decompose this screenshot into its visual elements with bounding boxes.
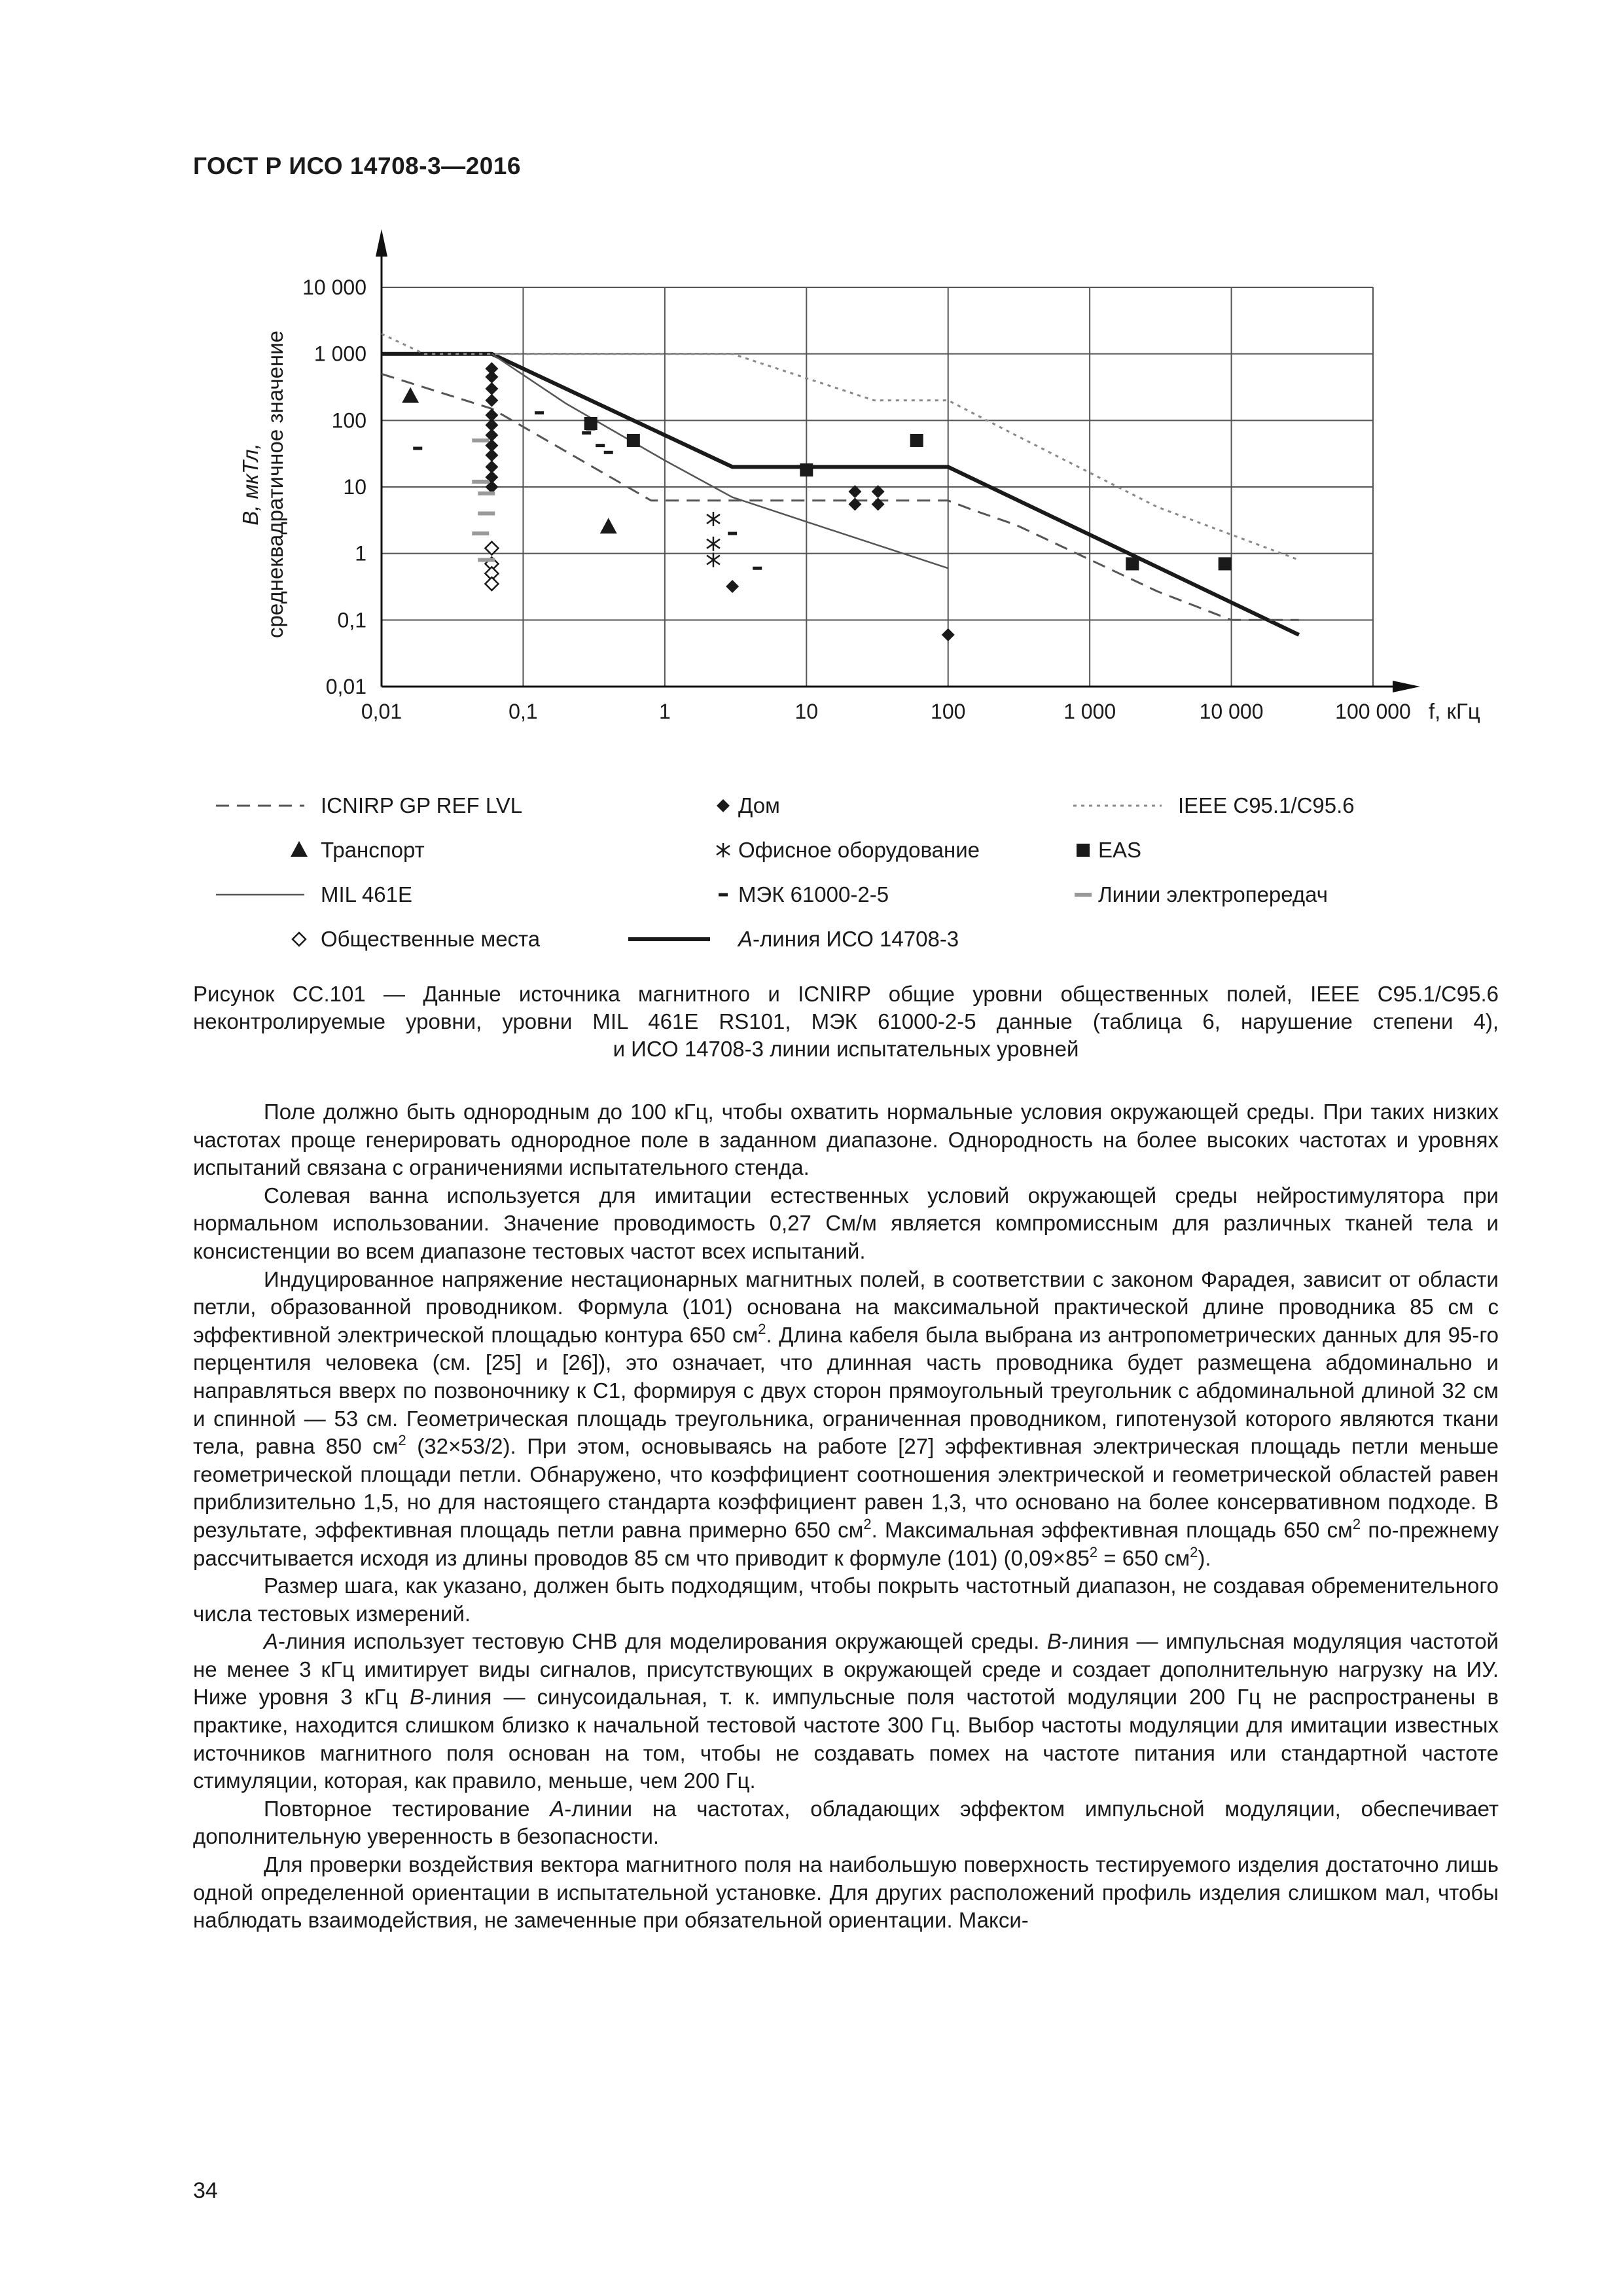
data-point-public (485, 577, 498, 590)
y-axis-arrow (376, 229, 387, 257)
legend-label: A-линия ИСО 14708-3 (738, 927, 959, 951)
caption-line-2: неконтролируемые уровни, уровни MIL 461E RS101, МЭК 61000-2-5 данные (таблица 6, нарушение степени 4), (193, 1009, 1499, 1033)
data-point-power (472, 480, 489, 484)
data-point-dom (485, 394, 498, 407)
data-point-iec (582, 431, 591, 435)
paragraph-1: Поле должно быть однородным до 100 кГц, чтобы охватить нормальные условия окружающей среды. При таких низких частотах проще генерировать однородное поле в заданном диапазоне. Однородность на более высоких частотах и уровнях испытаний связана с ограничениями испытательного стенда. (193, 1100, 1499, 1180)
legend-label: Линии электропередач (1098, 882, 1328, 906)
x-tick-label: 1 (658, 700, 671, 723)
x-tick-label: 0,1 (508, 700, 538, 723)
chart-axes (376, 229, 1420, 692)
data-point-eas (1219, 557, 1232, 570)
paragraph-4: Размер шага, как указано, должен быть подходящим, чтобы покрыть частотный диапазон, не создавая обременительного числа тестовых измерений. (193, 1573, 1499, 1626)
legend-swatch (293, 933, 306, 946)
y-tick-label: 0,01 (325, 675, 366, 698)
y-axis-label-units: среднеквадратичное значение (263, 331, 287, 638)
x-axis-arrow (1393, 681, 1420, 692)
chart-legend (216, 793, 1355, 951)
y-tick-label: 0,1 (337, 608, 366, 632)
data-point-eas (1126, 557, 1139, 570)
legend-label: ICNIRP GP REF LVL (321, 793, 523, 817)
legend-label: Общественные места (321, 927, 541, 951)
x-tick-label: 1 000 (1063, 700, 1116, 723)
legend-label: Транспорт (321, 838, 425, 862)
data-point-public (485, 542, 498, 555)
legend-swatch (717, 799, 730, 812)
paragraph-5: A-линия использует тестовую СНВ для моделирования окружающей среды. B-линия — импульсная модуляция частотой не менее 3 кГц имитирует виды сигналов, присутствующих в окружающей среде и создает дополнительную нагрузку на ИУ. Ниже уровня 3 кГц B-линия — синусоидальная, т. к. импульсные поля частотой модуляции 200 Гц не распространены в практике, находится слишком близко к начальной тестовой частоте 300 Гц. Выбор частоты модуляции для имитации известных источников магнитного поля основан на том, чтобы не создавать помех на частоте питания или стандартной частоте стимуляции, которая, как правило, меньше, чем 200 Гц. (193, 1629, 1499, 1793)
legend-item-dom (717, 793, 780, 817)
data-point-office (707, 512, 720, 526)
legend-label: MIL 461E (321, 882, 413, 906)
legend-item-public (293, 927, 541, 951)
paragraph-7: Для проверки воздействия вектора магнитного поля на наибольшую поверхность тестируемого изделия достаточно лишь одной определенной ориентации в испытательной установке. Для других расположений профиль изделия слишком мал, чтобы наблюдать взаимодействия, не замеченные при обязательной ориентации. Макси- (193, 1852, 1499, 1933)
legend-label: МЭК 61000-2-5 (738, 882, 889, 906)
data-point-office (707, 537, 720, 551)
data-point-dom (485, 370, 498, 384)
legend-item-mil (216, 882, 412, 906)
data-point-eas (627, 434, 640, 447)
page-number: 34 (193, 2178, 218, 2203)
legend-swatch (1077, 844, 1090, 857)
paragraph-6: Повторное тестирование A-линии на частотах, обладающих эффектом импульсной модуляции, обеспечивает дополнительную уверенность в безопасности. (193, 1796, 1499, 1849)
legend-item-transport (291, 838, 425, 862)
legend-item-iec (719, 882, 889, 906)
legend-item-ieee (1073, 793, 1355, 817)
chart-series-lines (382, 334, 1299, 635)
data-point-eas (800, 463, 813, 476)
data-point-power (472, 531, 489, 535)
legend-label: IEEE C95.1/C95.6 (1178, 793, 1355, 817)
y-axis-label: B, мкТл, (238, 443, 262, 526)
paragraph-3: Индуцированное напряжение нестационарных магнитных полей, в соответствии с законом Фарадея, зависит от области петли, образованной проводником. Формула (101) основана на максимальной практической длине проводника 85 см с эффективной электрической площадью контура 650 $см^2$. Длина кабеля была выбрана из антропометрических данных для 95-го перцентиля человека (см. [25] и [26]), это означает, что длинная часть проводника будет размещена абдоминально и направляться вверх по позвоночнику к С1, формируя с двух сторон прямоугольный треугольник с абдоминальной длиной 32 см и спинной — 53 см. Геометрическая площадь треугольника, ограниченная проводником, гипотенузой которого являются ткани тела, равна 850 $см^2$ (32×53/2). При этом, основываясь на работе [27] эффективная электрическая площадь петли меньше геометрической площади петли. Обнаружено, что коэффициент соотношения электрической и геометрической областей равен приблизительно 1,5, но для настоящего стандарта коэффициент равен 1,3, что основано на более консервативном подходе. В результате, эффективная площадь петли равна примерно 650 $см^2$. Максимальная эффективная площадь 650 $см^2$ по-прежнему рассчитывается исходя из длины проводов 85 см что приводит к формуле (101) ($0,09\times 85^2 = 650$ $см^2$). (193, 1266, 1499, 1570)
data-point-iec (413, 447, 422, 450)
data-point-iec (535, 411, 544, 414)
caption-line-1: Рисунок СС.101 — Данные источника магнитного и ICNIRP общие уровни общественных полей, IEEE C95.1/C95.6 (193, 982, 1499, 1006)
data-point-dom (485, 382, 498, 395)
body-text (193, 1098, 1499, 1935)
data-point-iec (604, 451, 613, 454)
data-point-transport (402, 387, 419, 403)
x-tick-label: 10 000 (1199, 700, 1264, 723)
y-tick-label: 10 000 (302, 276, 366, 299)
legend-swatch (717, 843, 730, 857)
paragraph-2: Солевая ванна используется для имитации естественных условий окружающей среды нейростимулятора при нормальном использовании. Значение проводимость 0,27 См/м является компромиссным для различных тканей тела и консистенции во всем диапазоне тестовых частот всех испытаний. (193, 1183, 1499, 1263)
legend-label: Офисное оборудование (738, 838, 980, 862)
x-tick-label: 0,01 (361, 700, 402, 723)
y-tick-label: 1 000 (313, 342, 366, 366)
data-point-power (478, 511, 495, 515)
legend-label: EAS (1098, 838, 1142, 862)
magnetic-field-chart (0, 0, 1623, 969)
data-point-iec (586, 427, 596, 431)
data-point-office (707, 553, 720, 567)
data-point-transport (600, 518, 617, 533)
legend-label: Дом (738, 793, 780, 817)
y-tick-label: 1 (355, 541, 366, 565)
legend-item-aline (628, 927, 959, 951)
data-point-iec (728, 532, 737, 535)
data-point-power (478, 558, 495, 562)
x-tick-label: 10 (794, 700, 819, 723)
series-line-icnirp (382, 374, 1299, 620)
x-tick-label: 100 000 (1335, 700, 1411, 723)
figure-caption (193, 980, 1499, 1063)
legend-swatch (291, 841, 308, 857)
legend-swatch (1075, 893, 1092, 897)
legend-swatch (719, 893, 728, 897)
data-point-dom (726, 580, 739, 593)
chart-series-points (402, 362, 1231, 641)
data-point-eas (910, 434, 923, 447)
data-point-iec (596, 444, 605, 447)
legend-item-icnirp (216, 793, 522, 817)
legend-item-power (1075, 882, 1328, 906)
legend-item-eas (1077, 838, 1141, 862)
y-tick-label: 10 (343, 475, 366, 499)
x-axis-label: f, кГц (1429, 699, 1480, 723)
data-point-power (472, 439, 489, 442)
document-header: ГОСТ Р ИСО 14708-3—2016 (193, 152, 521, 179)
data-point-dom (942, 628, 955, 641)
caption-line-3: и ИСО 14708-3 линии испытательных уровней (613, 1037, 1079, 1061)
x-tick-label: 100 (931, 700, 966, 723)
data-point-dom (485, 448, 498, 461)
data-point-iec (753, 567, 762, 570)
legend-item-office (717, 838, 980, 862)
data-point-power (478, 492, 495, 495)
y-tick-label: 100 (331, 408, 366, 433)
